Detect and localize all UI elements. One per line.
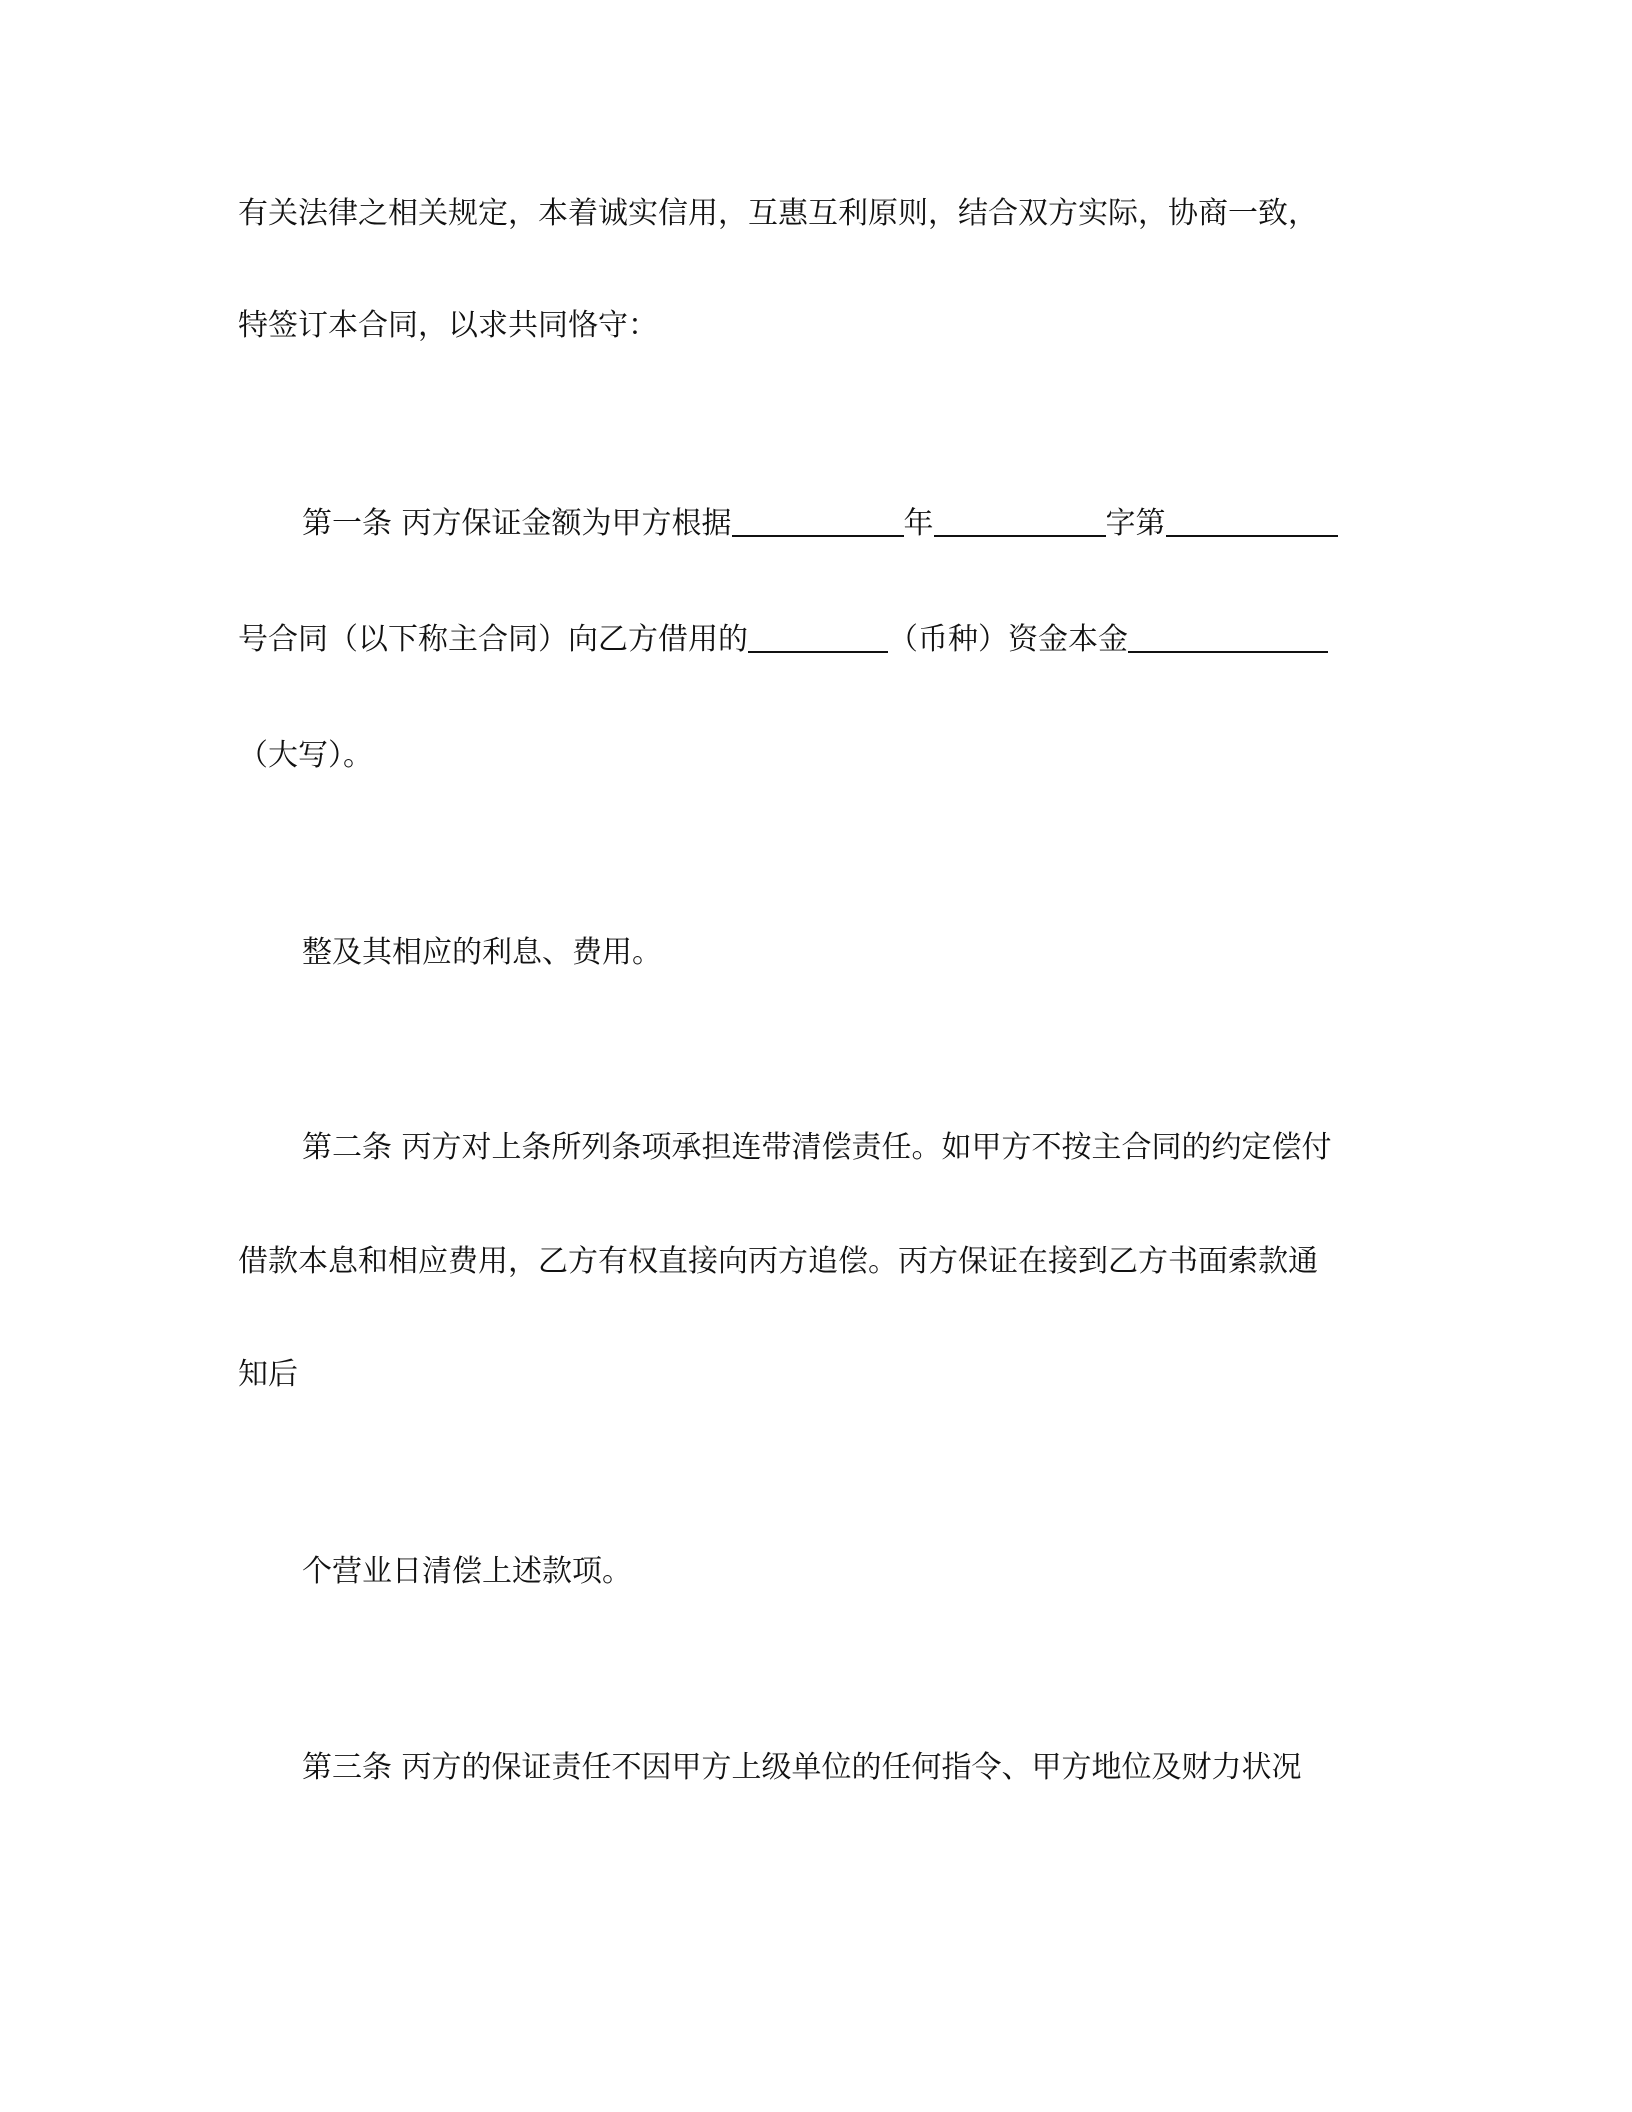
article-3-text-1: 第三条 丙方的保证责任不因甲方上级单位的任何指令、甲方地位及财力状况 xyxy=(302,1750,1302,1785)
article-3-line-1 xyxy=(302,1748,1302,1788)
article-1-text-b: 号合同（以下称主合同）向乙方借用的 xyxy=(238,622,748,657)
article-1-text-c: （大写）。 xyxy=(238,738,373,773)
article-2-line-3 xyxy=(238,1355,298,1395)
blank-field xyxy=(934,505,1106,537)
article-2-text-3: 知后 xyxy=(238,1357,298,1392)
blank-field xyxy=(1128,621,1328,653)
article-1-line-3 xyxy=(238,736,373,776)
article-1-number-label: 字第 xyxy=(1105,506,1166,541)
article-2-text-1: 第二条 丙方对上条所列条项承担连带清偿责任。如甲方不按主合同的约定偿付 xyxy=(302,1130,1332,1165)
article-1-cont-line xyxy=(302,933,662,973)
article-2-cont-line xyxy=(302,1552,632,1592)
intro-text-1: 有关法律之相关规定，本着诚实信用，互惠互利原则，结合双方实际，协商一致， xyxy=(238,196,1318,231)
intro-text-2: 特签订本合同，以求共同恪守： xyxy=(238,308,658,343)
article-2-line-1 xyxy=(302,1128,1332,1168)
article-1-year-label: 年 xyxy=(903,506,934,541)
article-2-cont-text: 个营业日清偿上述款项。 xyxy=(302,1554,632,1589)
article-2-text-2: 借款本息和相应费用，乙方有权直接向丙方追偿。丙方保证在接到乙方书面索款通 xyxy=(238,1244,1318,1279)
article-1-line-1 xyxy=(302,504,1338,544)
article-1-currency-label: （币种）资金本金 xyxy=(888,622,1128,657)
article-1-line-2 xyxy=(238,620,1328,660)
article-1-text-a: 第一条 丙方保证金额为甲方根据 xyxy=(302,506,732,541)
intro-line-1 xyxy=(238,194,1318,234)
article-1-cont-text: 整及其相应的利息、费用。 xyxy=(302,935,662,970)
blank-field xyxy=(732,505,904,537)
blank-field xyxy=(748,621,888,653)
article-2-line-2 xyxy=(238,1242,1318,1282)
intro-line-2 xyxy=(238,306,658,346)
blank-field xyxy=(1166,505,1338,537)
